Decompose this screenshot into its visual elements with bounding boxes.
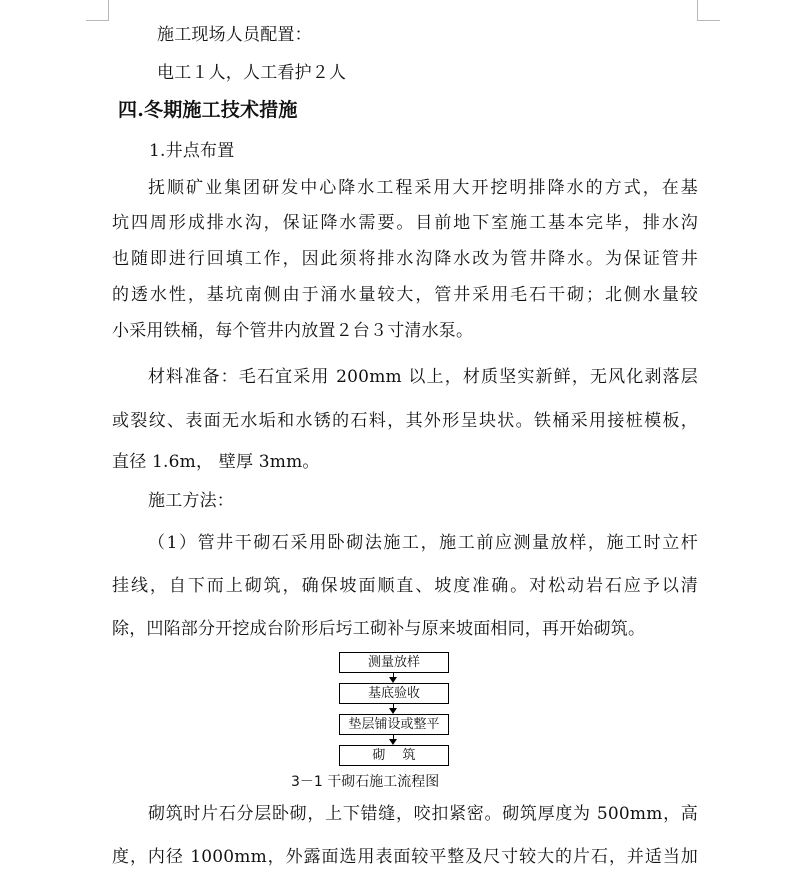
paragraph-line: 度，内径 1000mm，外露面选用表面较平整及尺寸较大的片石，并适当加 [112, 847, 698, 867]
paragraph-line: 抚顺矿业集团研发中心降水工程采用大开挖明排降水的方式，在基 [148, 178, 698, 198]
paragraph-line: 也随即进行回填工作，因此须将排水沟降水改为管井降水。为保证管井 [112, 249, 698, 269]
paragraph-line: 的透水性，基坑南侧由于涌水量较大，管井采用毛石干砌；北侧水量较 [112, 285, 698, 305]
sub-heading: 1.井点布置 [149, 141, 235, 161]
figure-caption: 3－1 干砌石施工流程图 [291, 774, 440, 790]
staffing-text: 电工１人，人工看护２人 [157, 63, 347, 83]
paragraph-line: 材料准备：毛石宜采用 200mm 以上，材质坚实新鲜，无风化剥落层 [148, 367, 698, 387]
page-corner-mark-left [86, 0, 109, 21]
section-heading: 四.冬期施工技术措施 [118, 99, 298, 121]
paragraph-line: 挂线，自下而上砌筑，确保坡面顺直、坡度准确。对松动岩石应予以清 [112, 576, 698, 596]
method-title: 施工方法： [148, 491, 234, 511]
flowchart-step: 基底验收 [339, 683, 449, 704]
paragraph-line: 小采用铁桶，每个管井内放置２台３寸清水泵。 [112, 321, 474, 341]
paragraph-line: 或裂纹、表面无水垢和水锈的石料，其外形呈块状。铁桶采用接桩模板， [112, 411, 698, 431]
page-corner-mark-right [697, 0, 720, 21]
flowchart-step: 垫层铺设或整平 [339, 714, 449, 735]
paragraph-line: 除，凹陷部分开挖成台阶形后圬工砌补与原来坡面相同，再开始砌筑。 [112, 619, 646, 639]
paragraph-line: 砌筑时片石分层卧砌，上下错缝，咬扣紧密。砌筑厚度为 500mm，高 [148, 804, 698, 824]
flowchart-step: 测量放样 [339, 652, 449, 673]
paragraph-line: （1）管井干砌石采用卧砌法施工，施工前应测量放样，施工时立杆 [148, 533, 698, 553]
staffing-title: 施工现场人员配置： [157, 25, 312, 45]
paragraph-line: 直径 1.6m， 壁厚 3mm。 [112, 452, 320, 472]
flowchart-step: 砌 筑 [339, 745, 449, 766]
paragraph-line: 坑四周形成排水沟，保证降水需要。目前地下室施工基本完毕，排水沟 [112, 213, 698, 233]
